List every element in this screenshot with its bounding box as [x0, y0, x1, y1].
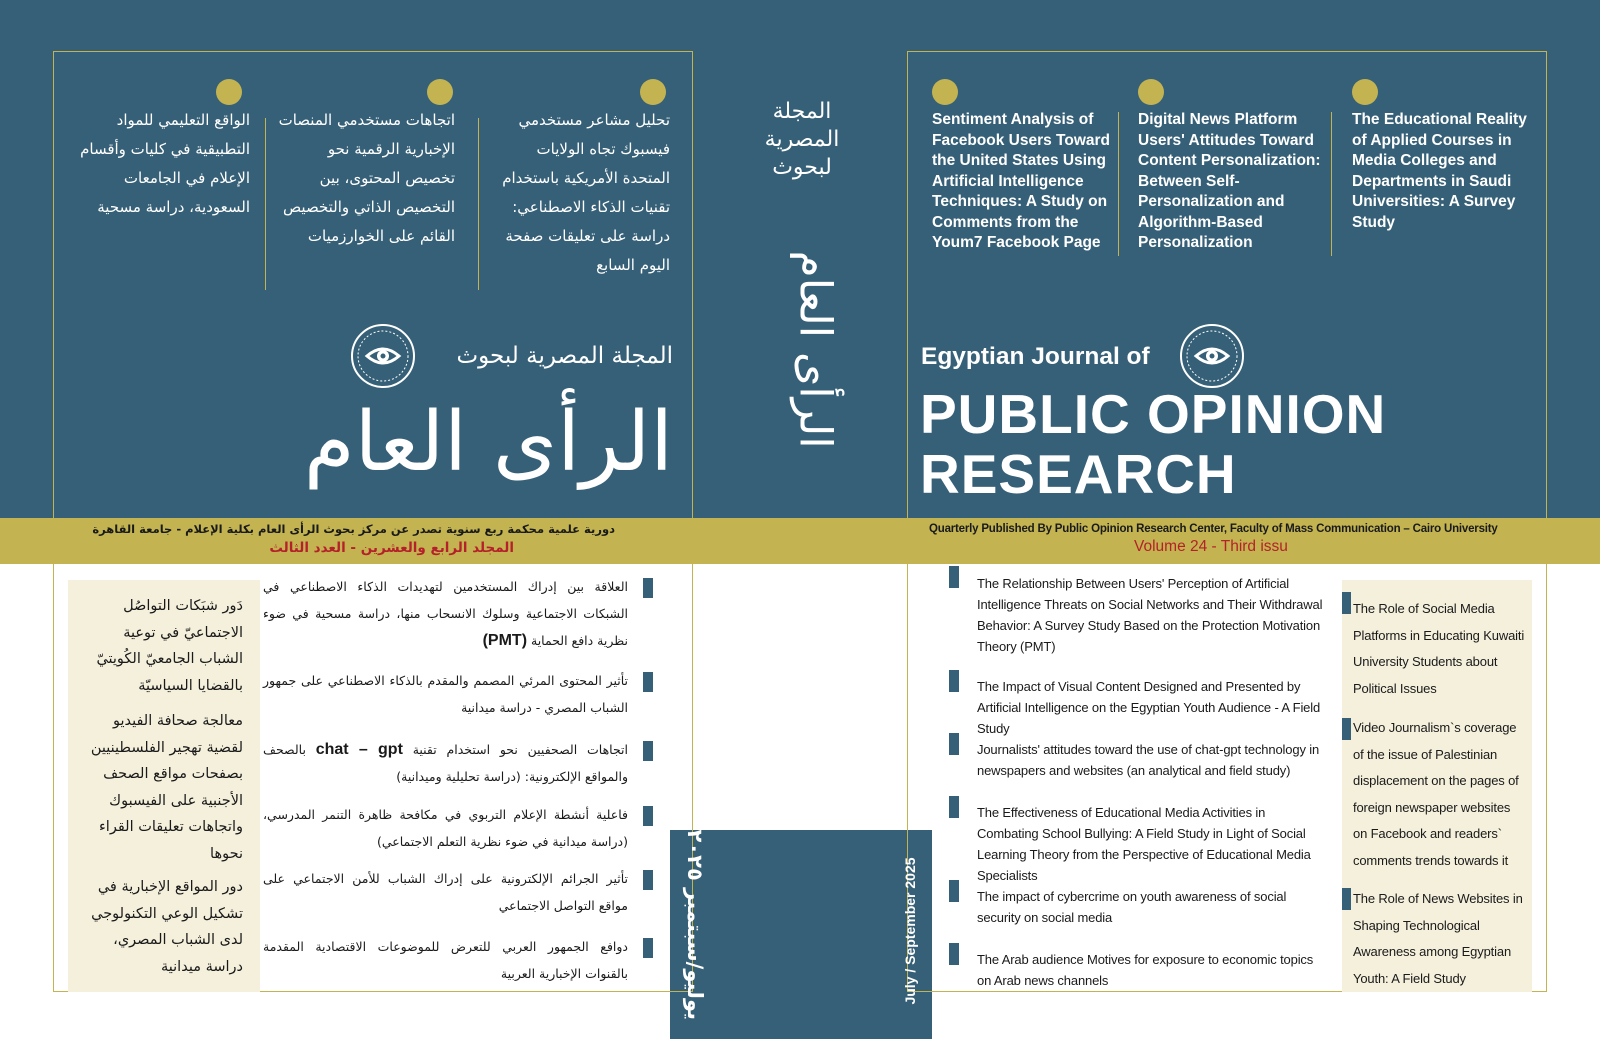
- center-logo-seal: [351, 324, 415, 388]
- eye-emblem-icon: [353, 326, 413, 386]
- back-sidebar-article: معالجة صحافة الفيديو لقضية تهجير الفلسطينيين بصفحات مواقع الصحف الأجنبية على الفيسبوك واتجاهات تعليقات القراء نحوها: [90, 713, 243, 862]
- column-divider: [478, 118, 479, 290]
- featured-dot-icon: [427, 79, 453, 105]
- front-featured-article-2: Digital News Platform Users' Attitudes Toward Content Personalization: Between Self-Personalization and Algorithm-Based Personalization: [1138, 111, 1321, 251]
- eye-emblem-icon: [1182, 326, 1242, 386]
- front-toc-item: The Effectiveness of Educational Media Activities in Combating School Bullying: A Field Study in Light of Social Learning Theory from the Perspective of Educational Media Specialists: [977, 805, 1311, 883]
- front-sidebar-article: The Role of News Websites in Shaping Technological Awareness among Egyptian Youth: A Field Study: [1353, 891, 1523, 986]
- featured-dot-icon: [216, 79, 242, 105]
- toc-bullet-bar: [949, 796, 959, 818]
- front-featured-article-3: The Educational Reality of Applied Courses in Media Colleges and Departments in Saudi Universities: A Survey Study: [1352, 111, 1527, 231]
- front-sidebar-article: Video Journalism`s coverage of the issue of Palestinian displacement on the pages of foreign newspaper websites on Facebook and readers` comments trends towards it: [1353, 720, 1519, 868]
- front-sidebar-article: The Role of Social Media Platforms in Educating Kuwaiti University Students about Political Issues: [1353, 601, 1525, 696]
- spine-date-english: July / September 2025: [902, 857, 918, 1005]
- featured-dot-icon: [1138, 79, 1164, 105]
- front-toc-item: The Impact of Visual Content Designed and Presented by Artificial Intelligence on the Egyptian Youth Audience - A Field Study: [977, 679, 1321, 736]
- toc-bullet-bar: [643, 806, 653, 826]
- column-divider: [265, 118, 266, 290]
- toc-bullet-bar: [643, 870, 653, 890]
- back-toc-item: تأثير المحتوى المرئي المصمم والمقدم بالذكاء الاصطناعي على جمهور الشباب المصري - دراسة ميدانية: [263, 673, 628, 715]
- back-publication-info: دورية علمية محكمة ربع سنوية تصدر عن مركز بحوث الرأى العام بكلية الإعلام - جامعة القاهرة: [92, 522, 615, 536]
- front-toc-item: Journalists' attitudes toward the use of chat-gpt technology in newspapers and websites (an analytical and field study): [977, 742, 1320, 778]
- toc-bullet-bar: [949, 566, 959, 588]
- toc-pmt-label: (PMT): [482, 632, 528, 649]
- toc-bullet-bar: [643, 741, 653, 761]
- back-toc-item: تأثير الجرائم الإلكترونية على إدراك الشباب للأمن الاجتماعي على مواقع التواصل الاجتماعي: [263, 871, 628, 913]
- back-sidebar-article: دَور شبَكات التواصُل الاجتماعيّ في توعية الشباب الجامعيّ الكُويتيّ بالقضايا السياسيّة: [96, 598, 243, 694]
- toc-bullet-bar: [949, 733, 959, 755]
- toc-bullet-bar: [1342, 888, 1351, 910]
- toc-bullet-bar: [1342, 718, 1351, 740]
- toc-bullet-bar: [949, 880, 959, 902]
- spine-date-arabic: يوليو/سبتمبر ٢٠٢٥: [683, 829, 707, 1020]
- toc-chatgpt-label: chat – gpt: [315, 741, 403, 758]
- back-toc-item: العلاقة بين إدراك المستخدمين لتهديدات الذكاء الاصطناعي في الشبكات الاجتماعية وسلوك الانسحاب منها، دراسة مسحية في ضوء نظرية دافع الحماية (PMT): [263, 579, 628, 649]
- front-journal-title-line-2: RESEARCH: [920, 443, 1237, 505]
- front-publication-info: Quarterly Published By Public Opinion Research Center, Faculty of Mass Communication – Cairo University: [929, 523, 1498, 535]
- toc-bullet-bar: [643, 938, 653, 958]
- toc-bullet-bar: [643, 672, 653, 692]
- front-featured-article-1: Sentiment Analysis of Facebook Users Toward the United States Using Artificial Intelligence Techniques: A Study on Comments from the Youm7 Facebook Page: [932, 111, 1111, 251]
- back-featured-article-2: اتجاهات مستخدمي المنصات الإخبارية الرقمية نحو تخصيص المحتوى، بين التخصيص الذاتي والتخصيص القائم على الخوارزميات: [278, 111, 455, 245]
- back-featured-article-1: تحليل مشاعر مستخدمي فيسبوك تجاه الولايات المتحدة الأمريكية باستخدام تقنيات الذكاء الاصطناعي: دراسة على تعليقات صفحة اليوم السابع: [502, 111, 670, 274]
- front-logo-seal: [1180, 324, 1244, 388]
- back-featured-article-3: الواقع التعليمي للمواد التطبيقية في كليات وأقسام الإعلام في الجامعات السعودية، دراسة مسحية: [80, 111, 250, 216]
- toc-bullet-bar: [1342, 592, 1351, 614]
- front-toc-item: The Arab audience Motives for exposure to economic topics on Arab news channels: [977, 952, 1314, 988]
- back-toc-item: فاعلية أنشطة الإعلام التربوي في مكافحة ظاهرة التنمر المدرسي، (دراسة ميدانية في ضوء نظرية التعلم الاجتماعي): [263, 807, 628, 849]
- column-divider: [1118, 112, 1119, 256]
- front-journal-eyebrow: Egyptian Journal of: [921, 343, 1150, 370]
- toc-bullet-bar: [643, 578, 653, 598]
- back-journal-subtitle: المجلة المصرية لبحوث: [456, 343, 673, 369]
- back-sidebar-article: دور المواقع الإخبارية في تشكيل الوعي التكنولوجي لدى الشباب المصري، دراسة ميدانية: [91, 879, 243, 975]
- back-toc-item: اتجاهات الصحفيين نحو استخدام تقنية chat – gpt بالصحف والمواقع الإلكترونية: (دراسة تحليلية وميدانية): [263, 741, 628, 784]
- front-toc-item: The Relationship Between Users' Perception of Artificial Intelligence Threats on Social Networks and Their Withdrawal Behavior: A Survey Study Based on the Protection Motivation Theory (PMT): [977, 576, 1323, 654]
- spine-date-box: [670, 830, 932, 1039]
- back-toc-item: دوافع الجمهور العربي للتعرض للموضوعات الاقتصادية المقدمة بالقنوات الإخبارية العربية: [263, 939, 628, 981]
- toc-bullet-bar: [949, 943, 959, 965]
- spine-masthead: الرأى العام: [789, 250, 841, 449]
- spine-journal-name: المجلة المصرية لبحوث: [764, 99, 840, 180]
- featured-dot-icon: [640, 79, 666, 105]
- front-volume-issue: Volume 24 - Third issu: [1134, 538, 1288, 555]
- back-volume-issue: المجلد الرابع والعشرين - العدد الثالث: [269, 540, 514, 556]
- front-toc-item: The impact of cybercrime on youth awareness of social security on social media: [977, 889, 1287, 925]
- featured-dot-icon: [932, 79, 958, 105]
- toc-bullet-bar: [949, 670, 959, 692]
- front-journal-title-line-1: PUBLIC OPINION: [920, 383, 1387, 445]
- back-journal-masthead: الرأى العام: [303, 395, 673, 490]
- column-divider: [1331, 112, 1332, 256]
- featured-dot-icon: [1352, 79, 1378, 105]
